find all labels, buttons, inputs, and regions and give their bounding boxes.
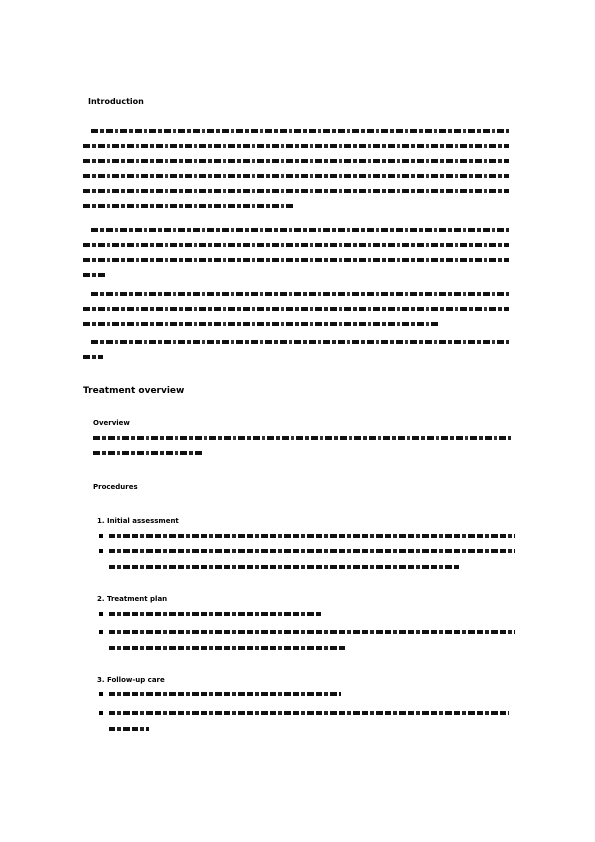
subheading-overview: Overview [93,419,130,427]
section-heading-main: Treatment overview [83,386,185,396]
bullet-icon [99,711,103,715]
list-item-3-bullet-1 [99,692,341,696]
list-item-3-bullet-2-cont [109,727,149,731]
list-item-1-bullet-2-cont [109,565,459,569]
bullet-icon [99,549,103,553]
list-item-2-bullet-2-cont [109,646,347,650]
list-item-1-bullet-2 [99,549,515,553]
list-item-3-title: 3. Follow-up care [97,676,165,684]
list-item-2-title: 2. Treatment plan [97,595,168,603]
list-item-2-bullet-1 [99,612,321,616]
paragraph-overview [93,436,511,466]
bullet-icon [99,630,103,634]
paragraph-3 [83,292,509,337]
paragraph-4 [83,340,509,370]
bullet-icon [99,534,103,538]
subheading-procedures: Procedures [93,483,138,491]
paragraph-2 [83,228,509,288]
list-item-3-bullet-2 [99,711,509,715]
list-item-2-bullet-2 [99,630,515,634]
list-item-1-title: 1. Initial assessment [97,517,179,525]
list-item-1-bullet-1 [99,534,515,538]
paragraph-1 [83,129,509,219]
bullet-icon [99,692,103,696]
section-heading-intro: Introduction [88,97,144,106]
bullet-icon [99,612,103,616]
